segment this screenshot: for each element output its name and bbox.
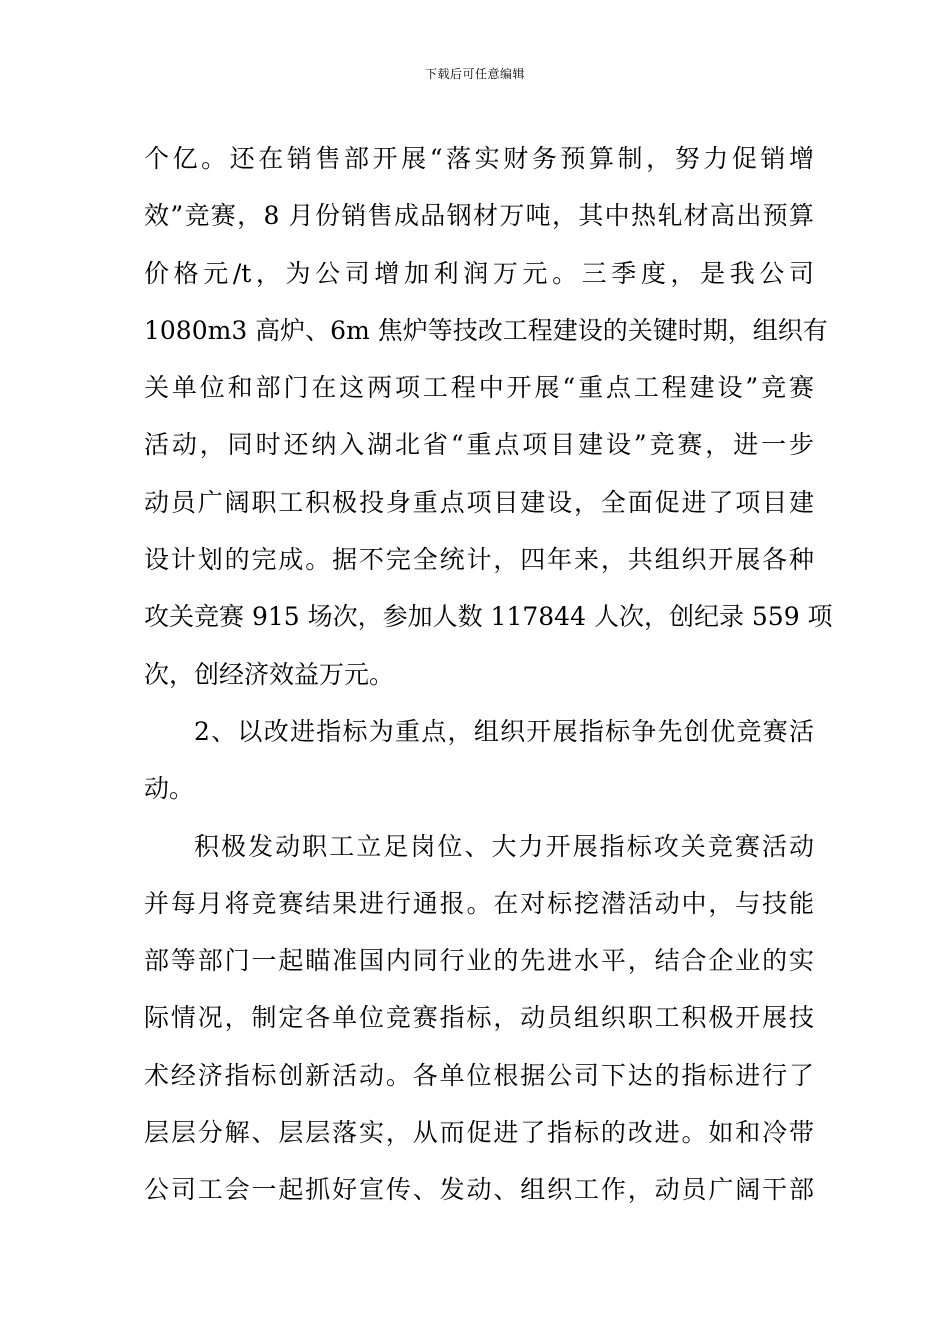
text-line: 际情况，制定各单位竞赛指标，动员组织职工积极开展技 [144,1003,814,1033]
text-line: 价格元/t，为公司增加利润万元。三季度，是我公司 [144,258,814,288]
text-line: 攻关竞赛 915 场次，参加人数 117844 人次，创纪录 559 项 [144,602,833,632]
text-line: 动员广阔职工积极投身重点项目建设，全面促进了项目建 [144,487,814,517]
text-line: 并每月将竞赛结果进行通报。在对标挖潜活动中，与技能 [144,888,814,918]
section-heading-line: 2、以改进指标为重点，组织开展指标争先创优竞赛活 [194,716,814,746]
page-header: 下载后可任意编辑 [424,67,525,81]
text-line: 个亿。还在销售部开展“落实财务预算制，努力促销增 [144,144,814,173]
text-line: 积极发动职工立足岗位、大力开展指标攻关竞赛活动 [194,831,814,861]
text-line: 活动，同时还纳入湖北省“重点项目建设”竞赛，进一步 [144,430,814,460]
text-line: 效”竞赛，8 月份销售成品钢材万吨，其中热轧材高出预算 [144,201,814,231]
text-line: 部等部门一起瞄准国内同行业的先进水平，结合企业的实 [144,946,814,976]
section-heading-line: 动。 [144,774,195,804]
text-line: 次，创经济效益万元。 [144,659,395,689]
text-line: 关单位和部门在这两项工程中开展“重点工程建设”竞赛 [144,373,814,403]
text-line: 1080m3 高炉、6m 焦炉等技改工程建设的关键时期，组织有 [144,315,828,345]
text-line: 公司工会一起抓好宣传、发动、组织工作，动员广阔干部 [144,1175,814,1205]
text-line: 术经济指标创新活动。各单位根据公司下达的指标进行了 [144,1060,814,1090]
document-body [144,130,833,1219]
text-line: 设计划的完成。据不完全统计，四年来，共组织开展各种 [144,545,814,575]
text-line: 层层分解、层层落实，从而促进了指标的改进。如和冷带 [144,1118,814,1148]
